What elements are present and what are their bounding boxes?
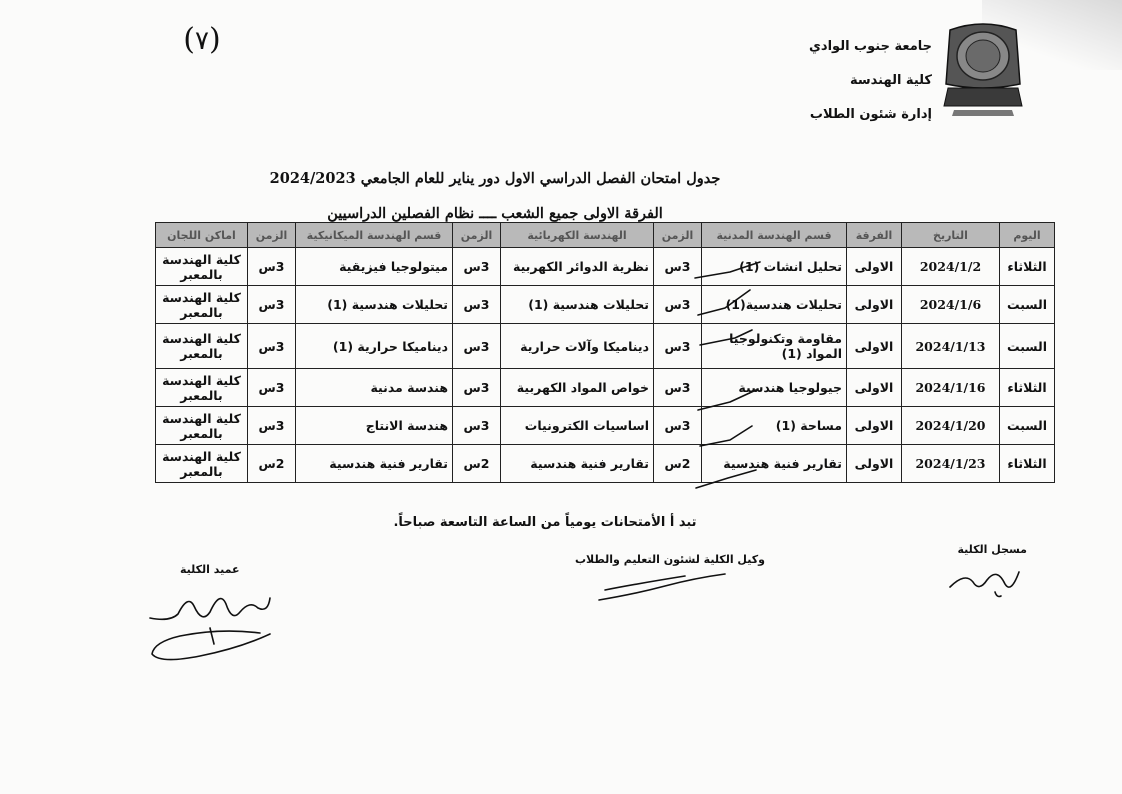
check-marks — [690, 250, 770, 490]
cell-civil-time: 3س — [654, 248, 702, 286]
cell-civil-time: 3س — [654, 324, 702, 369]
vice-dean-label: وكيل الكلية لشئون التعليم والطلاب — [575, 553, 765, 566]
cell-date: 2024/1/13 — [902, 324, 1000, 369]
cell-location: كلية الهندسة بالمعبر — [156, 445, 248, 483]
cell-civil-time: 3س — [654, 286, 702, 324]
cell-civil-time: 3س — [654, 369, 702, 407]
cell-date: 2024/1/20 — [902, 407, 1000, 445]
header-civil-time: الزمن — [654, 223, 702, 248]
table-row — [156, 248, 1055, 286]
cell-mechanical: تقارير فنية هندسية — [296, 445, 453, 483]
table-row — [156, 445, 1055, 483]
registrar-signature — [945, 552, 1025, 602]
header-group: الفرقة — [847, 223, 902, 248]
cell-civil-time: 2س — [654, 445, 702, 483]
cell-mechanical-time: 3س — [248, 324, 296, 369]
cell-electrical: تحليلات هندسية (1) — [501, 286, 654, 324]
cell-date: 2024/1/23 — [902, 445, 1000, 483]
cell-group: الاولى — [847, 324, 902, 369]
department-name: إدارة شئون الطلاب — [809, 107, 932, 122]
cell-electrical: خواص المواد الكهربية — [501, 369, 654, 407]
header-mechanical: قسم الهندسة الميكانيكية — [296, 223, 453, 248]
header-electrical: الهندسة الكهربائية — [501, 223, 654, 248]
cell-mechanical-time: 3س — [248, 407, 296, 445]
cell-electrical-time: 2س — [453, 445, 501, 483]
cell-location: كلية الهندسة بالمعبر — [156, 286, 248, 324]
cell-location: كلية الهندسة بالمعبر — [156, 369, 248, 407]
cell-date: 2024/1/2 — [902, 248, 1000, 286]
vice-dean-signature — [595, 560, 735, 605]
schedule-subtitle: الفرقة الاولى جميع الشعب ــــ نظام الفصلين الدراسيين — [327, 205, 663, 222]
cell-mechanical: ديناميكا حرارية (1) — [296, 324, 453, 369]
table-row — [156, 286, 1055, 324]
cell-date: 2024/1/16 — [902, 369, 1000, 407]
header-mechanical-time: الزمن — [248, 223, 296, 248]
cell-location: كلية الهندسة بالمعبر — [156, 248, 248, 286]
cell-civil: مقاومة وتكنولوجيا المواد (1) — [702, 324, 847, 369]
cell-day: السبت — [1000, 407, 1055, 445]
cell-electrical-time: 3س — [453, 369, 501, 407]
cell-location: كلية الهندسة بالمعبر — [156, 407, 248, 445]
letterhead — [809, 30, 932, 132]
cell-electrical: تقارير فنية هندسية — [501, 445, 654, 483]
cell-mechanical-time: 3س — [248, 248, 296, 286]
cell-civil: جيولوجيا هندسية — [702, 369, 847, 407]
cell-group: الاولى — [847, 369, 902, 407]
table-row — [156, 324, 1055, 369]
cell-civil: تحليلات هندسية(1) — [702, 286, 847, 324]
header-location: اماكن اللجان — [156, 223, 248, 248]
header-day: اليوم — [1000, 223, 1055, 248]
header-electrical-time: الزمن — [453, 223, 501, 248]
schedule-title: جدول امتحان الفصل الدراسي الاول دور يناير للعام الجامعي 2024/2023 — [269, 170, 721, 187]
cell-electrical-time: 3س — [453, 248, 501, 286]
cell-date: 2024/1/6 — [902, 286, 1000, 324]
cell-day: الثلاثاء — [1000, 445, 1055, 483]
cell-mechanical: هندسة الانتاج — [296, 407, 453, 445]
faculty-name: كلية الهندسة — [850, 73, 932, 88]
exam-schedule-table — [155, 222, 1055, 483]
registrar-label: مسجل الكلية — [957, 543, 1027, 556]
cell-mechanical-time: 3س — [248, 369, 296, 407]
cell-electrical: نظرية الدوائر الكهربية — [501, 248, 654, 286]
cell-civil: مساحة (1) — [702, 407, 847, 445]
table-header-row — [156, 223, 1055, 248]
cell-location: كلية الهندسة بالمعبر — [156, 324, 248, 369]
cell-civil-time: 3س — [654, 407, 702, 445]
cell-day: الثلاثاء — [1000, 248, 1055, 286]
cell-group: الاولى — [847, 445, 902, 483]
cell-electrical-time: 3س — [453, 407, 501, 445]
university-seal — [940, 22, 1026, 118]
cell-group: الاولى — [847, 248, 902, 286]
cell-group: الاولى — [847, 286, 902, 324]
header-civil: قسم الهندسة المدنية — [702, 223, 847, 248]
university-name: جامعة جنوب الوادي — [809, 39, 932, 54]
cell-day: السبت — [1000, 324, 1055, 369]
cell-mechanical: تحليلات هندسية (1) — [296, 286, 453, 324]
table-row — [156, 407, 1055, 445]
dean-signature — [140, 578, 285, 668]
cell-civil: تقارير فنية هندسية — [702, 445, 847, 483]
header-date: التاريخ — [902, 223, 1000, 248]
cell-group: الاولى — [847, 407, 902, 445]
cell-civil: تحليل انشات (1) — [702, 248, 847, 286]
page-number: (٧) — [183, 22, 221, 57]
cell-mechanical-time: 2س — [248, 445, 296, 483]
cell-mechanical: ميتولوجيا فيزيقية — [296, 248, 453, 286]
cell-mechanical: هندسة مدنية — [296, 369, 453, 407]
cell-electrical: ديناميكا وآلات حرارية — [501, 324, 654, 369]
dean-label: عميد الكلية — [180, 563, 240, 576]
table-row — [156, 369, 1055, 407]
cell-electrical: اساسيات الكترونيات — [501, 407, 654, 445]
cell-electrical-time: 3س — [453, 324, 501, 369]
cell-electrical-time: 3س — [453, 286, 501, 324]
cell-day: الثلاثاء — [1000, 369, 1055, 407]
cell-mechanical-time: 3س — [248, 286, 296, 324]
cell-day: السبت — [1000, 286, 1055, 324]
exam-start-note: تبد أ الأمتحانات يومياً من الساعة التاسعة صباحاً. — [393, 515, 697, 530]
